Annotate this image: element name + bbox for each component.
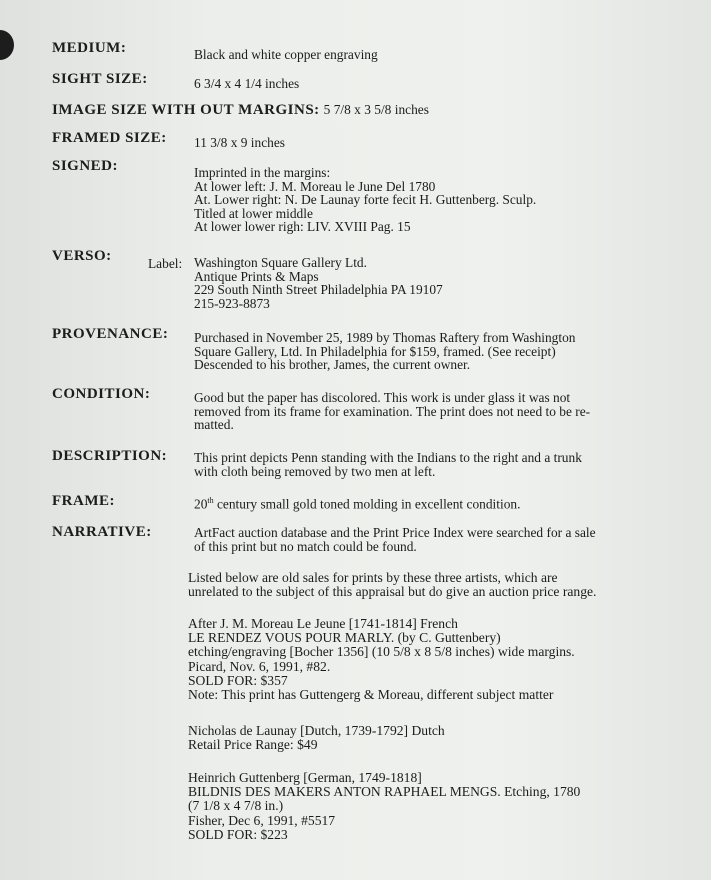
sale1-line: Note: This print has Guttengerg & Moreau, different subject matter — [188, 687, 554, 703]
sale3-line: Fisher, Dec 6, 1991, #5517 — [188, 812, 336, 828]
signed-line: At. Lower right: N. De Launay forte fecit H. Guttenberg. Sculp. — [194, 192, 537, 208]
sale-record-2 — [188, 724, 445, 752]
sale1-line: Picard, Nov. 6, 1991, #82. — [188, 658, 331, 674]
sale1-line: etching/engraving [Bocher 1356] (10 5/8 x 8 5/8 inches) wide margins. — [188, 644, 575, 660]
description-line: This print depicts Penn standing with the Indians to the right and a trunk — [194, 450, 582, 465]
sight-size-label: SIGHT SIZE: — [52, 71, 148, 87]
sight-size-value: 6 3/4 x 4 1/4 inches — [194, 76, 300, 91]
description-line: with cloth being removed by two men at left. — [194, 463, 436, 479]
signed-label: SIGNED: — [52, 158, 119, 174]
condition-lines — [194, 391, 590, 432]
verso-line: 215-923-8873 — [194, 295, 270, 311]
narrative-line: ArtFact auction database and the Print Price Index were searched for a sale — [194, 525, 596, 540]
narrative-p2-line: unrelated to the subject of this appraisal but do give an auction price range. — [188, 584, 597, 600]
framed-size-value: 11 3/8 x 9 inches — [194, 135, 285, 150]
sale3-line: Heinrich Guttenberg [German, 1749-1818] — [188, 770, 422, 785]
narrative-label: NARRATIVE: — [52, 524, 152, 540]
description-lines — [194, 451, 582, 478]
frame-label: FRAME: — [52, 493, 115, 509]
medium-value: Black and white copper engraving — [194, 47, 378, 62]
narrative-paragraph-2 — [188, 571, 596, 599]
condition-line: Good but the paper has discolored. This work is under glass it was not — [194, 390, 571, 405]
condition-label: CONDITION: — [52, 386, 151, 402]
signed-lines — [194, 166, 536, 234]
frame-value: 20th century small gold toned molding in excellent condition. — [194, 496, 521, 512]
sale-record-1 — [188, 617, 575, 702]
framed-size-label: FRAMED SIZE: — [52, 130, 167, 146]
verso-label: VERSO: — [52, 248, 112, 264]
provenance-line: Descended to his brother, James, the current owner. — [194, 357, 471, 373]
sale3-line: SOLD FOR: $223 — [188, 826, 288, 842]
provenance-label: PROVENANCE: — [52, 326, 169, 342]
narrative-lines — [194, 526, 596, 553]
verso-sublabel: Label: — [148, 256, 183, 271]
signed-line: At lower left: J. M. Moreau le June Del 1780 — [194, 178, 436, 194]
description-label: DESCRIPTION: — [52, 448, 168, 464]
provenance-lines — [194, 331, 575, 372]
signed-line: Imprinted in the margins: — [194, 165, 331, 180]
sale1-line: LE RENDEZ VOUS POUR MARLY. (by C. Guttenbery) — [188, 630, 501, 646]
narrative-line: of this print but no match could be found. — [194, 538, 417, 554]
verso-lines — [194, 256, 443, 310]
sale3-line: BILDNIS DES MAKERS ANTON RAPHAEL MENGS. Etching, 1780 — [188, 784, 581, 800]
verso-line: Antique Prints & Maps — [194, 268, 319, 284]
provenance-line: Square Gallery, Ltd. In Philadelphia for $159, framed. (See receipt) — [194, 343, 556, 359]
image-size-label: IMAGE SIZE WITH OUT MARGINS: — [52, 102, 320, 118]
medium-label: MEDIUM: — [52, 40, 127, 56]
image-size-value: 5 7/8 x 3 5/8 inches — [323, 102, 429, 117]
sale-record-3 — [188, 771, 580, 842]
condition-line: matted. — [194, 417, 234, 433]
sale3-line: (7 1/8 x 4 7/8 in.) — [188, 798, 284, 814]
signed-line: Titled at lower middle — [194, 205, 313, 221]
image-size-row — [52, 101, 429, 119]
sale2-line: Nicholas de Launay [Dutch, 1739-1792] Dutch — [188, 723, 445, 738]
verso-line: Washington Square Gallery Ltd. — [194, 255, 367, 270]
sale1-line: SOLD FOR: $357 — [188, 672, 288, 688]
verso-line: 229 South Ninth Street Philadelphia PA 19107 — [194, 282, 443, 298]
sale1-line: After J. M. Moreau Le Jeune [1741-1814] French — [188, 616, 458, 631]
sale2-line: Retail Price Range: $49 — [188, 737, 318, 753]
punch-hole — [0, 30, 14, 60]
provenance-line: Purchased in November 25, 1989 by Thomas Raftery from Washington — [194, 330, 576, 345]
narrative-p2-line: Listed below are old sales for prints by these three artists, which are — [188, 570, 558, 585]
signed-line: At lower lower righ: LIV. XVIII Pag. 15 — [194, 219, 411, 235]
condition-line: removed from its frame for examination. The print does not need to be re- — [194, 403, 591, 419]
